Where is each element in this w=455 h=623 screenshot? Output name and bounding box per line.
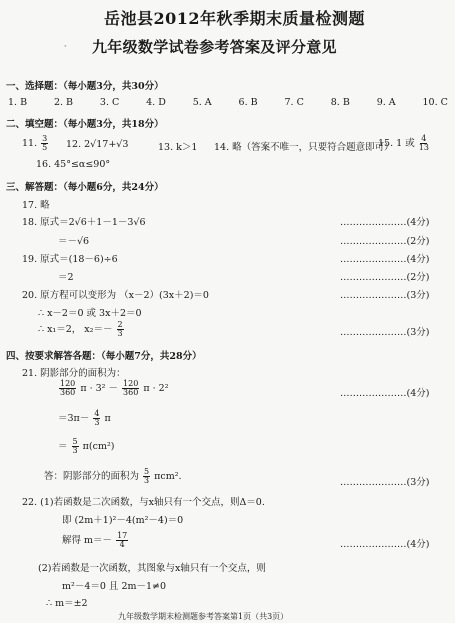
choice-answer: 3. C [99,97,120,108]
choice-answers [8,97,448,108]
q19-line1: 19. 原式＝(18－6)÷6 [22,254,118,265]
q22-line1: 22. (1)若函数是二次函数，与x轴只有一个交点，则Δ＝0. [22,497,265,508]
points: …………………(3分) [340,327,430,338]
q21-line3: ＝ $\frac{5}{3}$ π(cm²) [58,437,115,455]
section-three-header: 三、解答题：（每小题6分，共24分） [6,182,164,193]
fraction: $\frac{3}{5}$ [42,134,48,152]
points: …………………(4分) [340,539,430,550]
q18-line1: 18. 原式＝2√6＋1－1－3√6 [22,217,146,228]
points: …………………(3分) [340,477,430,488]
q22-line6: ∴ m＝±2 [46,598,88,609]
q21-line2: ＝3π－ $\frac{4}{3}$ π [58,409,111,427]
fill-answer-13: 13. k＞1 [158,142,198,153]
section-two-header: 二、填空题：（每小题3分，共18分） [6,119,164,130]
q21-answer: 答：阴影部分的面积为 $\frac{5}{3}$ πcm². [44,467,182,485]
points: …………………(2分) [340,272,430,283]
choice-answer: 6. B [238,97,258,108]
fill-answer-15: 15. 1 或 $\frac{4}{13}$ [378,134,429,152]
fill-answer-16: 16. 45°≤α≤90° [36,159,111,170]
q21-intro: 21. 阴影部分的面积为： [22,368,126,379]
points: …………………(4分) [340,254,430,265]
choice-answer: 5. A [192,97,212,108]
q17: 17. 略 [22,200,50,211]
fraction: $\frac{17}{4}$ [117,531,128,549]
scan-mark: ﾞ [64,45,68,54]
q21-line1: $\frac{120}{360}$ π · 3² － $\frac{120}{360}$ π · 2² [60,379,169,397]
section-four-header: 四、按要求解答各题：（每小题7分，共28分） [6,351,202,362]
q20-line2: ∴ x－2＝0 或 3x＋2＝0 [38,308,142,319]
q20-line1: 20. 原方程可以变形为 （x－2）(3x＋2)＝0 [22,290,209,301]
q22-line5: m²－4＝0 且 2m－1≠0 [62,581,167,592]
page-footer: 九年级数学期末检测题参考答案第1页（共3页） [118,612,289,621]
choice-answer: 8. B [330,97,350,108]
choice-answer: 9. A [376,97,396,108]
fill-answer-14: 14. 略（答案不唯一，只要符合题意即可） [214,142,394,153]
choice-answer: 7. C [284,97,304,108]
q18-line2: ＝－√6 [58,236,90,247]
choice-answer: 4. D [146,97,166,108]
q22-line3: 解得 m＝－ $\frac{17}{4}$ [62,531,128,549]
document-title: 岳池县2012年秋季期末质量检测题 [104,9,366,28]
points: …………………(3分) [340,290,430,301]
points: …………………(4分) [340,388,430,399]
q22-line4: (2)若函数是一次函数，其图象与x轴只有一个交点，则 [38,563,266,574]
fraction: $\frac{120}{360}$ [123,379,139,397]
document-subtitle: 九年级数学试卷参考答案及评分意见 [92,38,337,56]
q20-line3: ∴ x₁＝2， x₂＝－ $\frac{2}{3}$ [38,320,123,338]
fraction: $\frac{5}{3}$ [144,467,150,485]
choice-answer: 2. B [53,97,74,108]
section-one-header: 一、选择题：（每小题3分，共30分） [6,81,164,92]
fraction: $\frac{4}{3}$ [94,409,100,427]
fraction: $\frac{120}{360}$ [60,379,76,397]
choice-answer: 1. B [8,97,28,108]
q22-line2: 即 (2m＋1)²－4(m²－4)＝0 [62,515,184,526]
fraction: $\frac{5}{3}$ [72,437,78,455]
choice-answer: 10. C [422,97,448,108]
q19-line2: ＝2 [58,272,74,283]
points: …………………(4分) [340,217,430,228]
points: …………………(2分) [340,236,430,247]
fraction: $\frac{4}{13}$ [418,134,429,152]
fill-answer-11: 11. $\frac{3}{5}$ [22,134,48,152]
fraction: $\frac{2}{3}$ [117,320,123,338]
fill-answer-12: 12. 2√17+√3 [66,139,129,150]
